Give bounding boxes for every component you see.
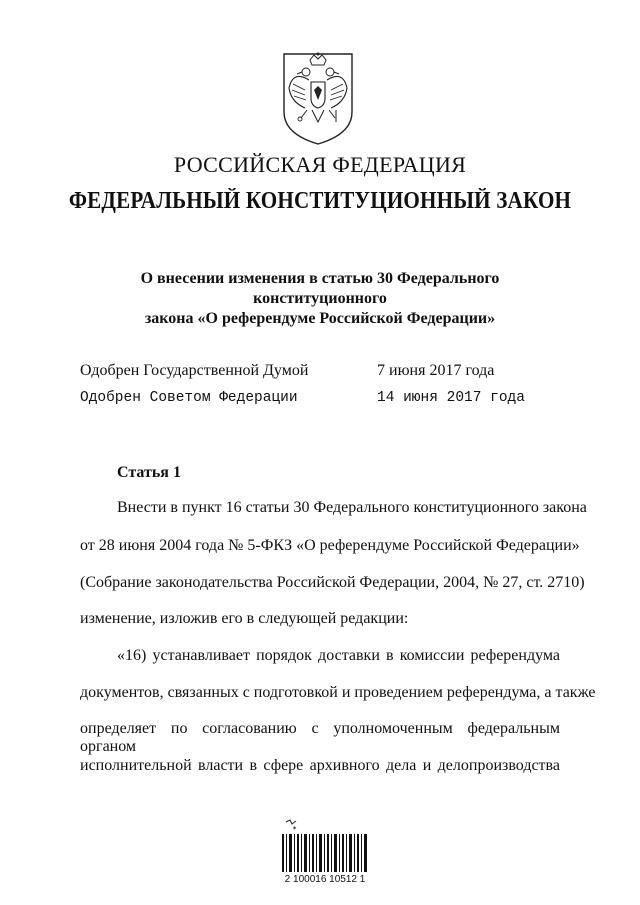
article-text-line: от 28 июня 2004 года № 5-ФКЗ «О референдуме Российской Федерации» [80,537,580,554]
approval-body: Одобрен Государственной Думой [80,362,309,379]
law-title-line-2: закона «О референдуме Российской Федерации» [144,310,496,327]
svg-text:✶: ✶ [292,825,298,832]
approval-state-duma [80,362,495,380]
barcode-icon [280,818,370,874]
coat-of-arms-icon [279,50,357,146]
law-title-line-1: О внесении изменения в статью 30 Федерального конституционного [140,270,500,307]
approval-date: 14 июня 2017 года [377,390,525,406]
article-text-line: исполнительной власти в сфере архивного дела и делопроизводства [80,757,560,774]
approval-date: 7 июня 2017 года [377,362,495,379]
article-text-line: документов, связанных с подготовкой и проведением референдума, а также [80,684,596,701]
approval-federation-council [80,390,525,406]
article-text-line: изменение, изложив его в следующей редакции: [80,610,409,627]
law-type-heading: ФЕДЕРАЛЬНЫЙ КОНСТИТУЦИОННЫЙ ЗАКОН [68,188,572,214]
barcode-number: 2 100016 10512 1 [284,874,366,885]
law-title [80,269,560,329]
country-name: РОССИЙСКАЯ ФЕДЕРАЦИЯ [173,152,467,177]
barcode [280,818,370,888]
article-text-line: Внести в пункт 16 статьи 30 Федерального конституционного закона [117,499,587,516]
article-text-line: определяет по согласованию с уполномоченным федеральным органом [80,720,560,755]
article-text-line: (Собрание законодательства Российской Федерации, 2004, № 27, ст. 2710) [80,574,585,591]
approval-body: Одобрен Советом Федерации [80,390,298,406]
article-heading: Статья 1 [117,464,181,481]
article-text-line: «16) устанавливает порядок доставки в комиссии референдума [117,647,560,664]
